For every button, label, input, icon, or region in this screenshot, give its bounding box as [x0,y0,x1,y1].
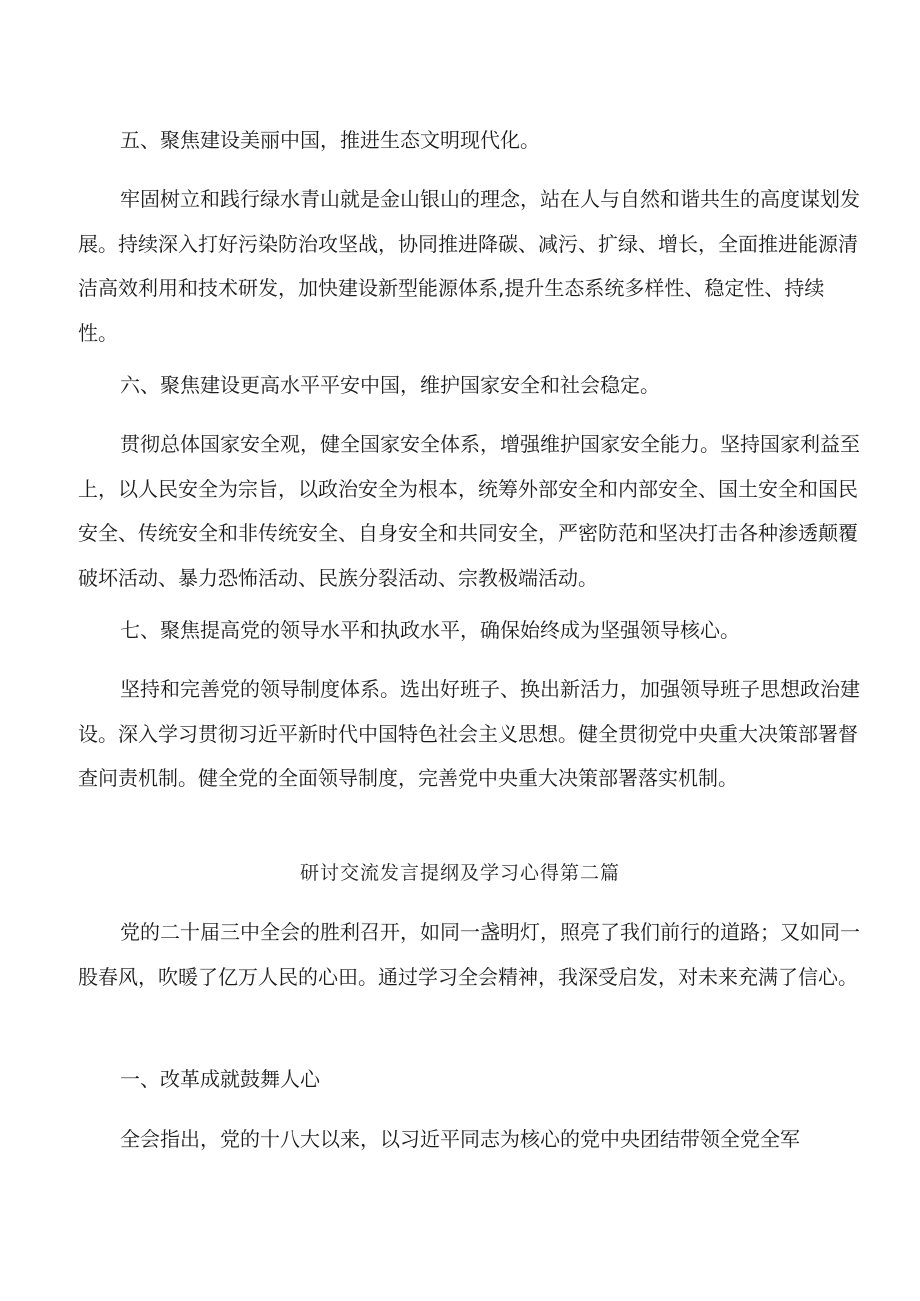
section-heading-7: 七、聚焦提高党的领导水平和执政水平，确保始终成为坚强领导核心。 [120,618,740,642]
paragraph-ecology: 牢固树立和践行绿水青山就是金山银山的理念，站在人与自然和谐共生的高度谋划发展。持续深入打好污染防治攻坚战，协同推进降碳、减污、扩绿、增长，全面推进能源清洁高效利用和技术研发，加快建设新型能源体系,提升生态系统多样性、稳定性、持续性。 [78,187,860,345]
paragraph-intro: 党的二十届三中全会的胜利召开，如同一盏明灯，照亮了我们前行的道路；又如同一股春风，吹暖了亿万人民的心田。通过学习全会精神，我深受启发，对未来充满了信心。 [78,920,860,989]
section-heading-5: 五、聚焦建设美丽中国，推进生态文明现代化。 [120,128,540,152]
paragraph-security: 贯彻总体国家安全观，健全国家安全体系，增强维护国家安全能力。坚持国家利益至上，以人民安全为宗旨，以政治安全为根本，统筹外部安全和内部安全、国土安全和国民安全、传统安全和非传统安全、自身安全和共同安全，严密防范和坚决打击各种渗透颠覆破坏活动、暴力恐怖活动、民族分裂活动、宗教极端活动。 [78,432,860,590]
section-heading-1: 一、改革成就鼓舞人心 [120,1067,320,1091]
paragraph-leadership: 坚持和完善党的领导制度体系。选出好班子、换出新活力，加强领导班子思想政治建设。深入学习贯彻习近平新时代中国特色社会主义思想。健全贯彻党中央重大决策部署督查问责机制。健全党的全面领导制度，完善党中央重大决策部署落实机制。 [78,677,860,790]
article-title: 研讨交流发言提纲及学习心得第二篇 [299,862,620,884]
paragraph-reform: 全会指出，党的十八大以来，以习近平同志为核心的党中央团结带领全党全军 [120,1127,800,1151]
section-heading-6: 六、聚焦建设更高水平平安中国，维护国家安全和社会稳定。 [120,373,660,397]
